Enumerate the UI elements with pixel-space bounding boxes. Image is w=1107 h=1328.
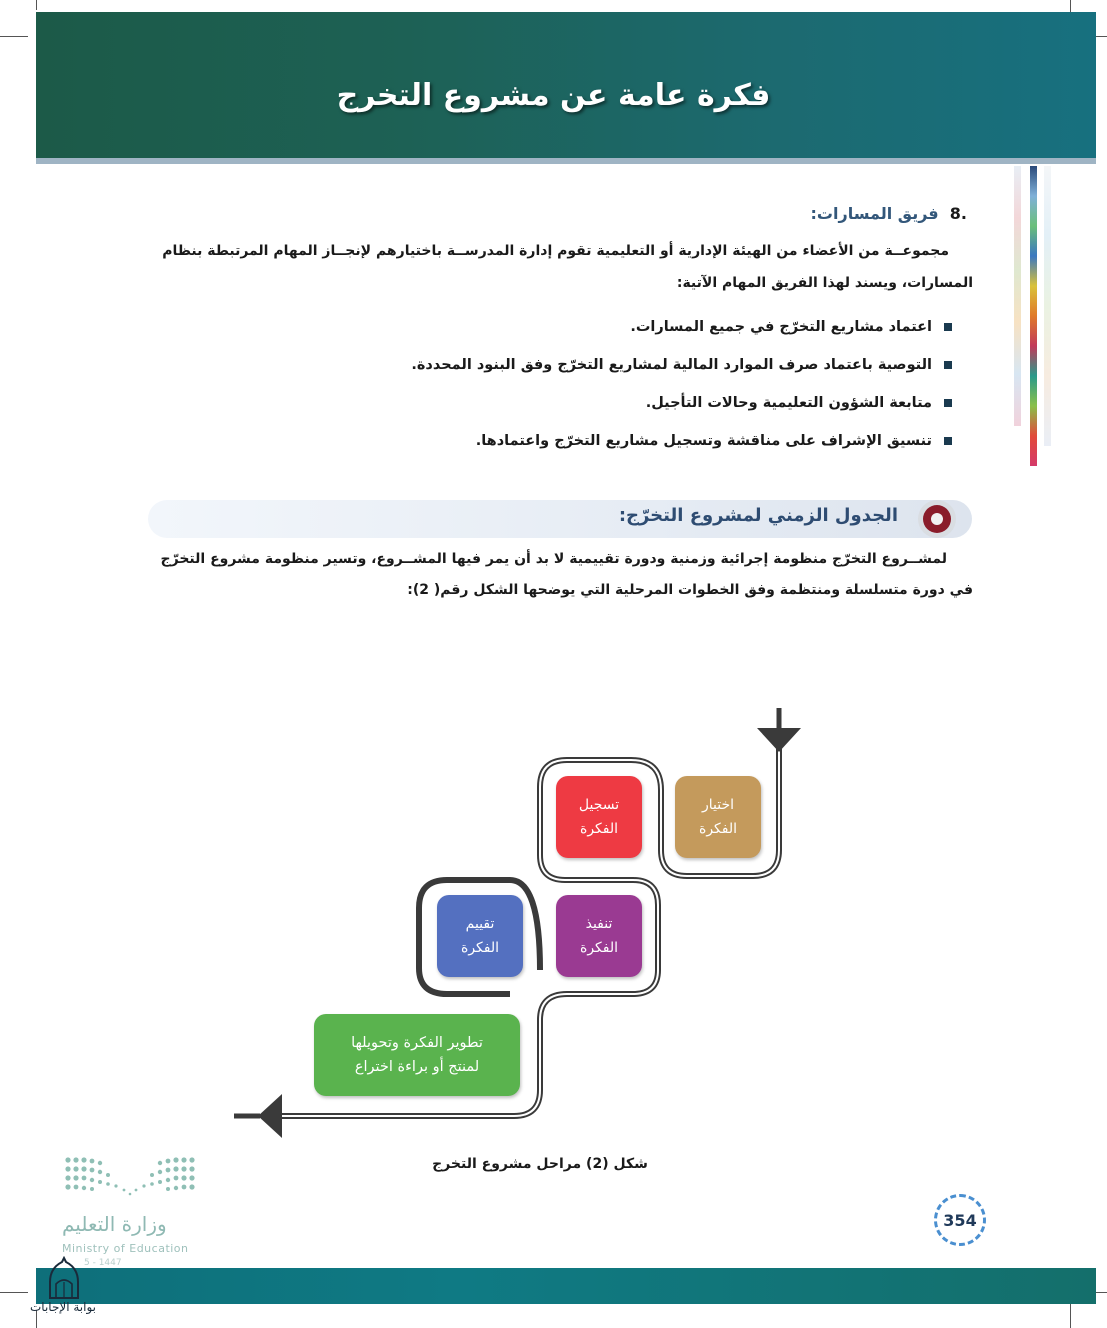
step-label: الفكرة bbox=[698, 821, 738, 837]
step-label: لمنتج أو براءة اختراع bbox=[354, 1059, 480, 1075]
timeline-paragraph-line1: لمشــروع التخرّج منظومة إجرائية وزمنية ودورة تقييمية لا بد أن يمر فيها المشــروع، وتسير منظومة مشروع التخرّج bbox=[160, 551, 947, 567]
end-arrow-icon bbox=[258, 1094, 282, 1138]
page-title: فكرة عامة عن مشروع التخرج bbox=[336, 78, 771, 113]
timeline-paragraph-line2: في دورة متسلسلة ومنتظمة وفق الخطوات المرحلية التي يوضحها الشكل رقم( 2): bbox=[407, 582, 973, 598]
section-number: .8 bbox=[949, 204, 967, 223]
step-implement-idea bbox=[556, 895, 642, 977]
watermark-mosque-icon bbox=[44, 1256, 84, 1300]
footer-bar bbox=[36, 1268, 1096, 1304]
ministry-name-english: Ministry of Education bbox=[62, 1242, 189, 1255]
watermark-text: بوابة الإجابات bbox=[30, 1300, 97, 1314]
section-paragraph-line1: مجموعــة من الأعضاء من الهيئة الإدارية أو التعليمية تقوم إدارة المدرســة باختيارهم لإنجــاز المهام المرتبطة بنظام bbox=[162, 243, 949, 259]
step-label: تسجيل bbox=[578, 797, 620, 813]
step-label: الفكرة bbox=[579, 940, 619, 956]
edition-year: 5 - 1447 bbox=[84, 1258, 122, 1268]
step-select-idea bbox=[675, 776, 761, 858]
ministry-name-arabic: وزارة التعليم bbox=[62, 1212, 167, 1236]
step-label: تنفيذ bbox=[585, 916, 613, 932]
list-item: اعتماد مشاريع التخرّج في جميع المسارات. bbox=[411, 316, 932, 354]
list-item: التوصية باعتماد صرف الموارد المالية لمشاريع التخرّج وفق البنود المحددة. bbox=[411, 354, 932, 392]
step-label: تقييم bbox=[465, 916, 495, 932]
step-label: تطوير الفكرة وتحويلها bbox=[351, 1035, 483, 1051]
step-evaluate-idea bbox=[437, 895, 523, 977]
list-item: متابعة الشؤون التعليمية وحالات التأجيل. bbox=[411, 392, 932, 430]
section-title: فريق المسارات: bbox=[810, 204, 939, 223]
page-number: 354 bbox=[934, 1194, 986, 1246]
step-label: الفكرة bbox=[579, 821, 619, 837]
start-arrow-icon bbox=[757, 728, 801, 752]
step-develop-idea bbox=[314, 1014, 520, 1096]
list-item: تنسيق الإشراف على مناقشة وتسجيل مشاريع التخرّج واعتمادها. bbox=[411, 430, 932, 468]
step-label: اختيار bbox=[701, 797, 735, 813]
ministry-logo-icon bbox=[64, 1156, 196, 1196]
section-paragraph-line2: المسارات، ويسند لهذا الفريق المهام الآتية: bbox=[676, 275, 973, 291]
figure-caption: شكل (2) مراحل مشروع التخرج bbox=[432, 1156, 648, 1172]
timeline-title: الجدول الزمني لمشروع التخرّج: bbox=[618, 505, 898, 526]
step-register-idea bbox=[556, 776, 642, 858]
step-label: الفكرة bbox=[460, 940, 500, 956]
